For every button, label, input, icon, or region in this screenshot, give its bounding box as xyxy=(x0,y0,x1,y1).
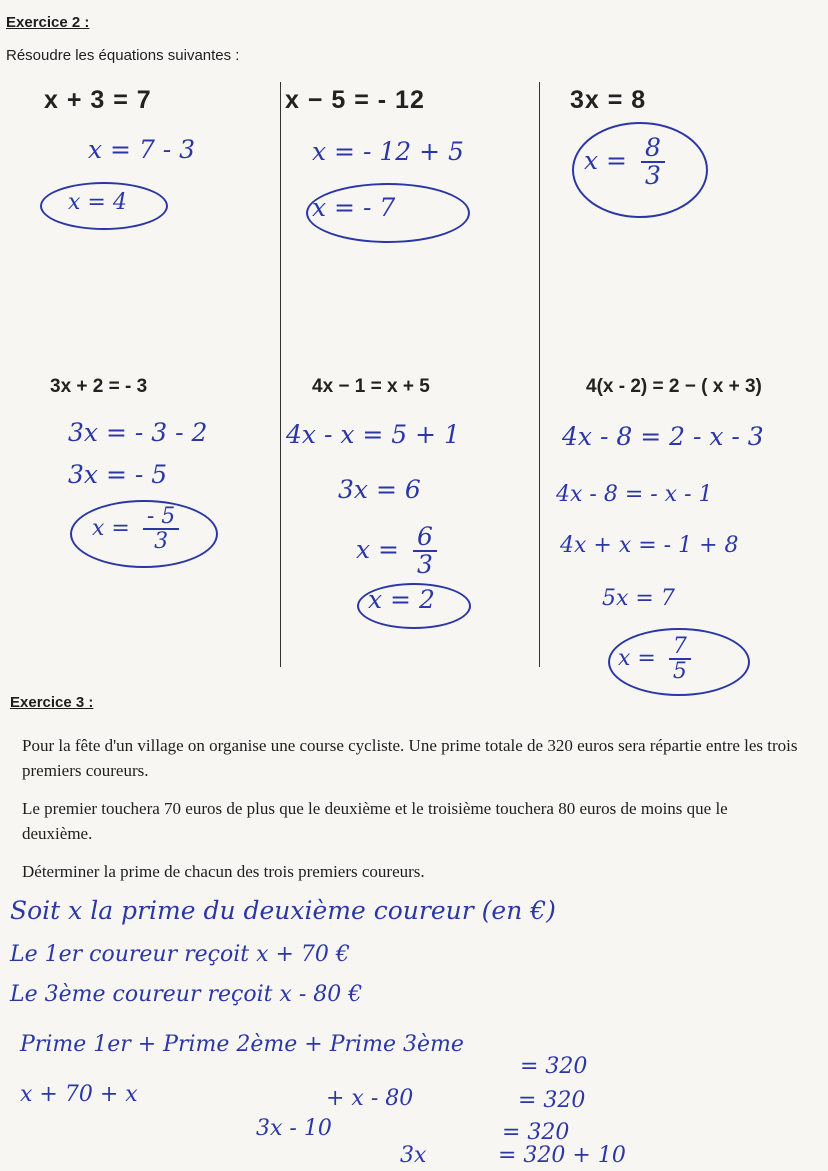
exercise3-paragraph-3: Déterminer la prime de chacun des trois premiers coureurs. xyxy=(22,862,425,881)
equation-5-step-1: 4x - x = 5 + 1 xyxy=(286,420,460,449)
equation-1-answer-circle xyxy=(40,182,168,230)
equation-6-step-3: 4x + x = - 1 + 8 xyxy=(560,533,739,558)
equation-3-answer-denominator: 3 xyxy=(644,161,661,191)
equation-5-step-3 xyxy=(356,524,437,579)
equation-6-step-2: 4x - 8 = - x - 1 xyxy=(556,482,713,507)
exercise3-paragraph-2: Le premier touchera 70 euros de plus que le deuxième et le troisième touchera 80 euros de moins que le deuxième. xyxy=(22,799,728,843)
equation-4: 3x + 2 = - 3 xyxy=(50,376,148,397)
solution-line-4-result: = 320 xyxy=(520,1054,588,1079)
equation-6-answer-lhs: x = xyxy=(618,646,656,672)
equation-3-answer-numerator: 8 xyxy=(641,135,665,163)
equation-2-step-1: x = - 12 + 5 xyxy=(312,137,464,166)
equation-1-answer: x = 4 xyxy=(68,190,127,215)
exercise3-title: Exercice 3 : xyxy=(10,694,94,711)
solution-line-5: x + 70 + x xyxy=(20,1082,138,1107)
equation-6-answer-numerator: 7 xyxy=(669,635,691,660)
equation-5-step-3-lhs: x = xyxy=(356,534,399,564)
solution-line-7-result: = 320 + 10 xyxy=(498,1143,626,1168)
equation-5-answer: x = 2 xyxy=(368,585,435,614)
column-divider-left xyxy=(280,82,281,667)
solution-line-3: Le 3ème coureur reçoit x - 80 € xyxy=(10,982,363,1007)
equation-3-answer-circle xyxy=(572,122,708,218)
equation-2-answer: x = - 7 xyxy=(312,193,396,222)
equation-1-step-1: x = 7 - 3 xyxy=(88,135,196,164)
equation-5-step-3-numerator: 6 xyxy=(413,524,437,552)
equation-5: 4x − 1 = x + 5 xyxy=(312,376,430,397)
solution-line-7: 3x xyxy=(400,1143,427,1168)
exercise3-paragraph-1: Pour la fête d'un village on organise une course cycliste. Une prime totale de 320 euros sera répartie entre les trois premiers coureurs. xyxy=(22,736,798,780)
equation-6-answer-denominator: 5 xyxy=(672,659,687,685)
exercise2-title: Exercice 2 : xyxy=(6,14,90,31)
equation-6-step-1: 4x - 8 = 2 - x - 3 xyxy=(562,422,764,451)
equation-5-step-2: 3x = 6 xyxy=(338,475,421,504)
equation-3: 3x = 8 xyxy=(570,86,647,114)
equation-2-answer-circle xyxy=(306,183,470,243)
exercise2-instruction: Résoudre les équations suivantes : xyxy=(6,47,240,64)
equation-5-step-3-denominator: 3 xyxy=(416,550,433,580)
equation-4-answer-denominator: 3 xyxy=(154,529,169,555)
column-divider-right xyxy=(539,82,540,667)
equation-6: 4(x - 2) = 2 − ( x + 3) xyxy=(586,376,762,397)
solution-line-6-result: = 320 xyxy=(502,1120,570,1145)
solution-line-5-result: = 320 xyxy=(518,1088,586,1113)
equation-6-answer-circle xyxy=(608,628,750,696)
equation-4-answer-numerator: - 5 xyxy=(143,505,179,530)
equation-2: x − 5 = - 12 xyxy=(285,86,425,114)
equation-4-step-2: 3x = - 5 xyxy=(68,460,168,489)
equation-5-answer-circle xyxy=(357,583,471,629)
equation-1: x + 3 = 7 xyxy=(44,86,152,114)
solution-line-1: Soit x la prime du deuxième coureur (en €) xyxy=(10,896,556,925)
solution-line-2: Le 1er coureur reçoit x + 70 € xyxy=(10,942,350,967)
equation-4-answer-lhs: x = xyxy=(92,516,130,542)
equation-6-step-4: 5x = 7 xyxy=(602,586,675,611)
solution-line-6: 3x - 10 xyxy=(256,1116,332,1141)
equation-4-step-1: 3x = - 3 - 2 xyxy=(68,418,208,447)
equation-5-step-3-fraction xyxy=(413,524,437,579)
equation-3-answer-lhs: x = xyxy=(584,145,627,175)
solution-line-4: Prime 1er + Prime 2ème + Prime 3ème xyxy=(20,1032,464,1057)
equation-4-answer-circle xyxy=(70,500,218,568)
solution-line-5-rhs: + x - 80 xyxy=(326,1086,414,1111)
